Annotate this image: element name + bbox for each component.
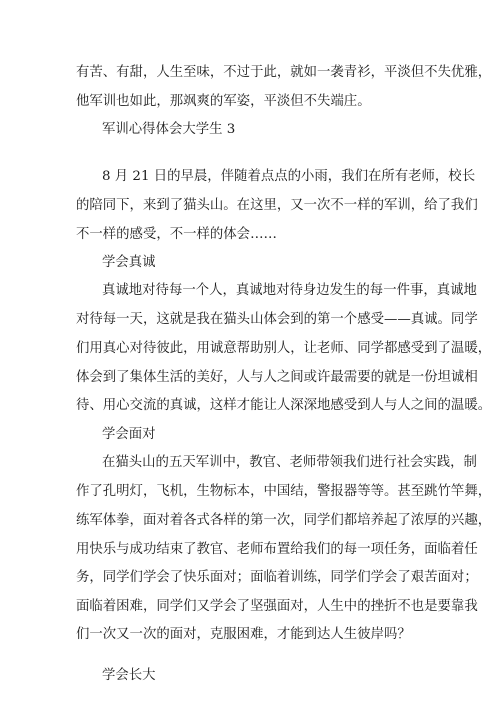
paragraph-line: 对待每一天，这就是我在猫头山体会到的第一个感受——真诚。同学	[76, 312, 478, 327]
paragraph-line: 们一次又一次的面对，克服困难，才能到达人生彼岸吗？	[76, 627, 411, 642]
subheading: 学会面对	[102, 427, 156, 442]
paragraph-line: 体会到了集体生活的美好，人与人之间或许最需要的就是一份坦诚相	[76, 370, 478, 385]
subheading: 学会长大	[102, 668, 156, 683]
paragraph-line: 面临着困难，同学们又学会了坚强面对，人生中的挫折不也是要靠我	[76, 599, 478, 614]
paragraph-line: 用快乐与成功结束了教官、老师布置给我们的每一项任务，面临着任	[76, 542, 478, 557]
paragraph-line: 他军训也如此，那飒爽的军姿，平淡但不失端庄。	[76, 94, 371, 109]
paragraph-line: 务，同学们学会了快乐面对；面临着训练，同学们学会了艰苦面对；	[76, 570, 478, 585]
paragraph-line: 作了孔明灯，飞机，生物标本，中国结，警报器等等。甚至跳竹竿舞，	[76, 484, 492, 499]
subheading: 学会真诚	[102, 255, 156, 270]
paragraph-line: 不一样的感受，不一样的体会……	[76, 227, 277, 242]
paragraph-line: 的陪同下，来到了猫头山。在这里，又一次不一样的军训，给了我们	[76, 198, 478, 213]
paragraph-line: 8 月 21 日的早晨，伴随着点点的小雨，我们在所有老师，校长	[102, 169, 476, 184]
paragraph-line: 真诚地对待每一个人，真诚地对待身边发生的每一件事，真诚地	[102, 283, 477, 298]
paragraph-line: 有苦、有甜，人生至味，不过于此，就如一袭青衫，平淡但不失优雅，	[76, 65, 492, 80]
paragraph-line: 待、用心交流的真诚，这样才能让人深深地感受到人与人之间的温暖。	[76, 398, 492, 413]
paragraph-line: 在猫头山的五天军训中，教官、老师带领我们进行社会实践，制	[102, 455, 477, 470]
paragraph-line: 们用真心对待彼此，用诚意帮助别人，让老师、同学都感受到了温暖，	[76, 341, 492, 356]
paragraph-line: 练军体拳，面对着各式各样的第一次，同学们都培养起了浓厚的兴趣，	[76, 513, 492, 528]
section-title: 军训心得体会大学生 3	[102, 122, 236, 137]
